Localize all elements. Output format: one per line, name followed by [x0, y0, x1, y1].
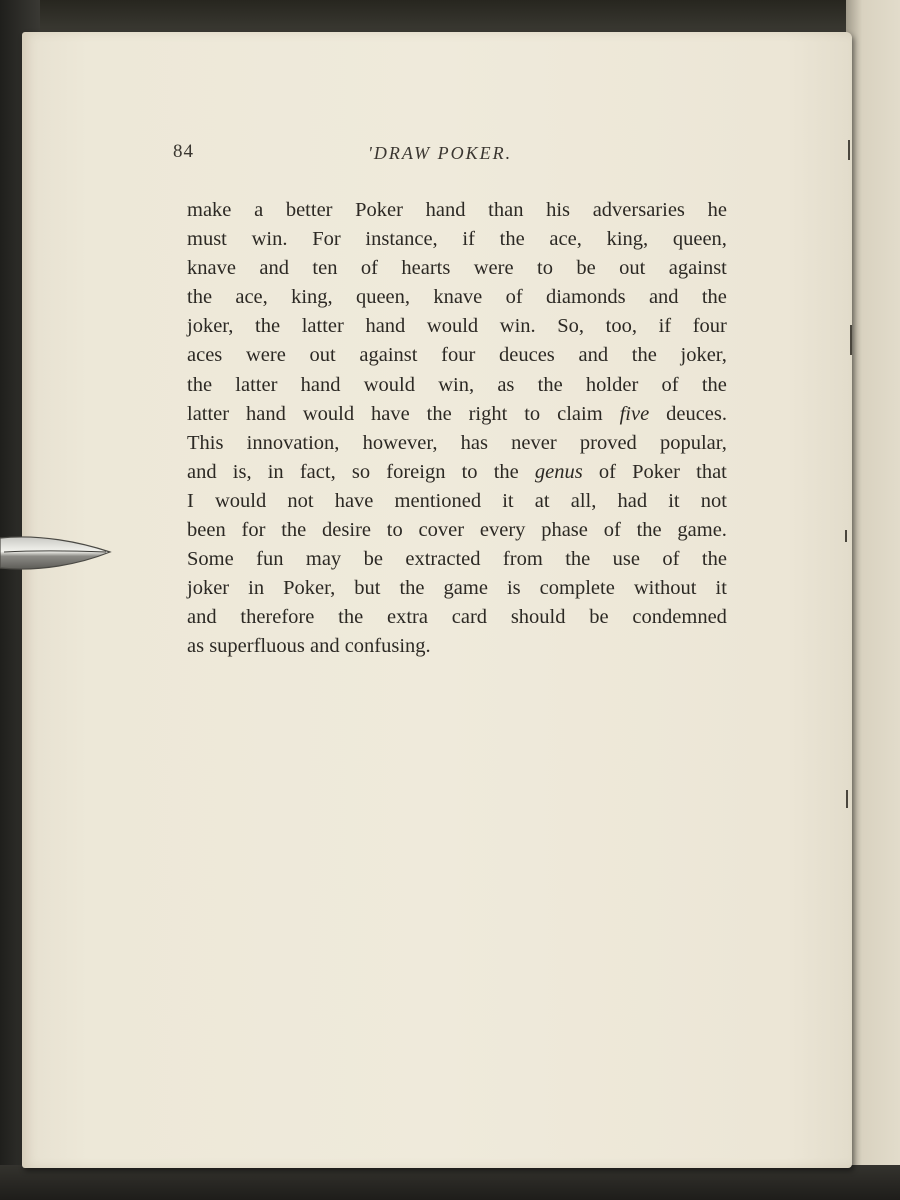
- word: is,: [232, 460, 252, 483]
- word: make: [187, 199, 232, 221]
- word: Poker,: [283, 577, 336, 600]
- word: cover: [418, 519, 465, 542]
- background-top-edge: [0, 0, 900, 34]
- word: as: [497, 373, 515, 396]
- page-edge-mark: [850, 325, 852, 355]
- word: desire: [322, 519, 371, 542]
- word: complete: [539, 577, 615, 600]
- word: against: [668, 257, 727, 280]
- word: should: [510, 606, 566, 629]
- word: hand: [365, 315, 406, 338]
- word: to: [461, 460, 478, 483]
- word: of: [360, 257, 378, 280]
- word: fact,: [299, 460, 336, 483]
- word: of: [661, 373, 679, 396]
- text-line: [187, 574, 727, 603]
- word: but: [354, 577, 381, 600]
- word: has: [460, 431, 488, 454]
- word: be: [589, 606, 609, 629]
- word: fun: [256, 548, 284, 571]
- text-line: [187, 225, 727, 254]
- word: without: [633, 577, 697, 600]
- word: out: [619, 257, 646, 280]
- word: instance,: [365, 228, 438, 251]
- word: Some: [187, 548, 234, 571]
- word: latter: [301, 315, 344, 338]
- word: than: [488, 199, 524, 221]
- word: be: [363, 548, 383, 571]
- word: have: [334, 489, 374, 512]
- italic-word: five: [619, 402, 650, 425]
- word: to: [386, 519, 403, 542]
- word: the: [426, 402, 452, 425]
- running-title: 'DRAW POKER.: [368, 143, 513, 163]
- text-line: [187, 312, 727, 341]
- word: in: [248, 577, 265, 600]
- word: holder: [585, 373, 639, 396]
- word: condemned: [632, 606, 727, 629]
- word: hearts: [401, 257, 451, 280]
- text-line: [187, 254, 727, 283]
- word: deuces: [499, 344, 555, 367]
- word: For: [312, 228, 341, 251]
- word: may: [305, 548, 342, 571]
- text-line: [187, 429, 727, 458]
- word: been: [187, 519, 226, 542]
- word: too,: [605, 315, 637, 338]
- word: he: [707, 199, 727, 221]
- word: better: [285, 199, 333, 221]
- word: would: [363, 373, 415, 396]
- word: have: [371, 402, 410, 425]
- word: ace,: [549, 228, 582, 251]
- word: so: [351, 460, 371, 483]
- word: of: [603, 519, 621, 542]
- word: that: [696, 460, 727, 483]
- text-line: [187, 545, 727, 574]
- word: and: [187, 606, 217, 629]
- word: and: [187, 460, 217, 483]
- word: four: [441, 344, 476, 367]
- word: and: [648, 286, 679, 309]
- word: the: [701, 548, 727, 571]
- word: Poker: [632, 460, 680, 483]
- word: the: [499, 228, 525, 251]
- page-edge-mark: [845, 530, 847, 542]
- word: the: [281, 519, 307, 542]
- word: however,: [362, 431, 438, 454]
- word: joker,: [680, 344, 727, 367]
- text-line: [187, 458, 727, 487]
- word: hand: [300, 373, 341, 396]
- word: against: [359, 344, 418, 367]
- word: the: [565, 548, 591, 571]
- word: the: [338, 606, 364, 629]
- word: at: [534, 489, 550, 512]
- word: out: [309, 344, 336, 367]
- word: every: [479, 519, 526, 542]
- word: card: [451, 606, 488, 629]
- word: it: [715, 577, 727, 600]
- word: the: [636, 519, 662, 542]
- word: claim: [557, 402, 603, 425]
- text-line: as superfluous and confusing.: [187, 635, 431, 658]
- word: So,: [557, 315, 585, 338]
- word: king,: [606, 228, 649, 251]
- word: it: [502, 489, 514, 512]
- word: innovation,: [246, 431, 340, 454]
- word: of: [505, 286, 523, 309]
- word: Poker: [355, 199, 403, 221]
- word: king,: [291, 286, 333, 309]
- text-line: [187, 283, 727, 312]
- word: phase: [541, 519, 588, 542]
- word: deuces.: [666, 402, 727, 425]
- page-number: 84: [173, 141, 194, 162]
- text-line: [187, 516, 727, 545]
- text-line: [187, 603, 727, 632]
- text-line: [187, 341, 727, 370]
- word: and: [578, 344, 609, 367]
- word: use: [612, 548, 640, 571]
- word: ten: [312, 257, 338, 280]
- word: would: [426, 315, 479, 338]
- text-line: [187, 400, 727, 429]
- page-edge-mark: [846, 790, 848, 808]
- text-line: [187, 371, 727, 400]
- word: extra: [386, 606, 428, 629]
- word: therefore: [240, 606, 315, 629]
- italic-word: genus: [534, 460, 583, 483]
- word: the: [701, 373, 727, 396]
- word: foreign: [386, 460, 446, 483]
- word: the: [537, 373, 563, 396]
- word: knave: [433, 286, 483, 309]
- word: latter: [235, 373, 278, 396]
- word: joker: [187, 577, 230, 600]
- word: is: [506, 577, 521, 600]
- word: in: [267, 460, 284, 483]
- word: it: [668, 489, 680, 512]
- word: ace,: [235, 286, 268, 309]
- word: all,: [570, 489, 597, 512]
- word: the: [701, 286, 727, 309]
- word: win.: [251, 228, 288, 251]
- word: from: [502, 548, 543, 571]
- word: game.: [677, 519, 727, 542]
- background-bottom-edge: [0, 1165, 900, 1200]
- word: would: [302, 402, 355, 425]
- word: the: [399, 577, 425, 600]
- word: never: [511, 431, 557, 454]
- word: win.: [499, 315, 536, 338]
- word: the: [493, 460, 519, 483]
- word: of: [598, 460, 616, 483]
- word: of: [662, 548, 680, 571]
- word: if: [658, 315, 672, 338]
- word: were: [245, 344, 286, 367]
- word: the: [187, 373, 213, 396]
- word: were: [473, 257, 514, 280]
- word: right: [468, 402, 508, 425]
- word: four: [692, 315, 727, 338]
- word: for: [241, 519, 266, 542]
- adjacent-page-edge: [846, 0, 900, 1200]
- word: a: [254, 199, 264, 221]
- word: must: [187, 228, 227, 251]
- word: be: [576, 257, 596, 280]
- word: to: [537, 257, 553, 280]
- text-line: [187, 487, 727, 516]
- word: his: [546, 199, 571, 221]
- word: the: [631, 344, 657, 367]
- metal-bookmark-icon: [0, 528, 115, 576]
- word: queen,: [672, 228, 727, 251]
- word: if: [462, 228, 475, 251]
- word: the: [187, 286, 213, 309]
- word: extracted: [405, 548, 481, 571]
- page-body-text: [187, 196, 727, 662]
- word: proved: [579, 431, 637, 454]
- word: had: [617, 489, 648, 512]
- word: win,: [438, 373, 475, 396]
- word: mentioned: [394, 489, 482, 512]
- word: I: [187, 489, 194, 512]
- word: joker,: [187, 315, 234, 338]
- page-edge-mark: [848, 140, 850, 160]
- word: hand: [246, 402, 286, 425]
- word: game: [443, 577, 488, 600]
- word: latter: [187, 402, 230, 425]
- word: not: [700, 489, 727, 512]
- word: aces: [187, 344, 223, 367]
- word: the: [255, 315, 281, 338]
- word: not: [287, 489, 314, 512]
- word: This: [187, 431, 224, 454]
- word: would: [214, 489, 267, 512]
- word: hand: [425, 199, 466, 221]
- word: queen,: [355, 286, 411, 309]
- word: adversaries: [592, 199, 685, 221]
- word: diamonds: [545, 286, 626, 309]
- text-line: [187, 196, 727, 225]
- word: knave: [187, 257, 236, 280]
- word: to: [524, 402, 541, 425]
- word: popular,: [659, 431, 727, 454]
- word: and: [259, 257, 289, 280]
